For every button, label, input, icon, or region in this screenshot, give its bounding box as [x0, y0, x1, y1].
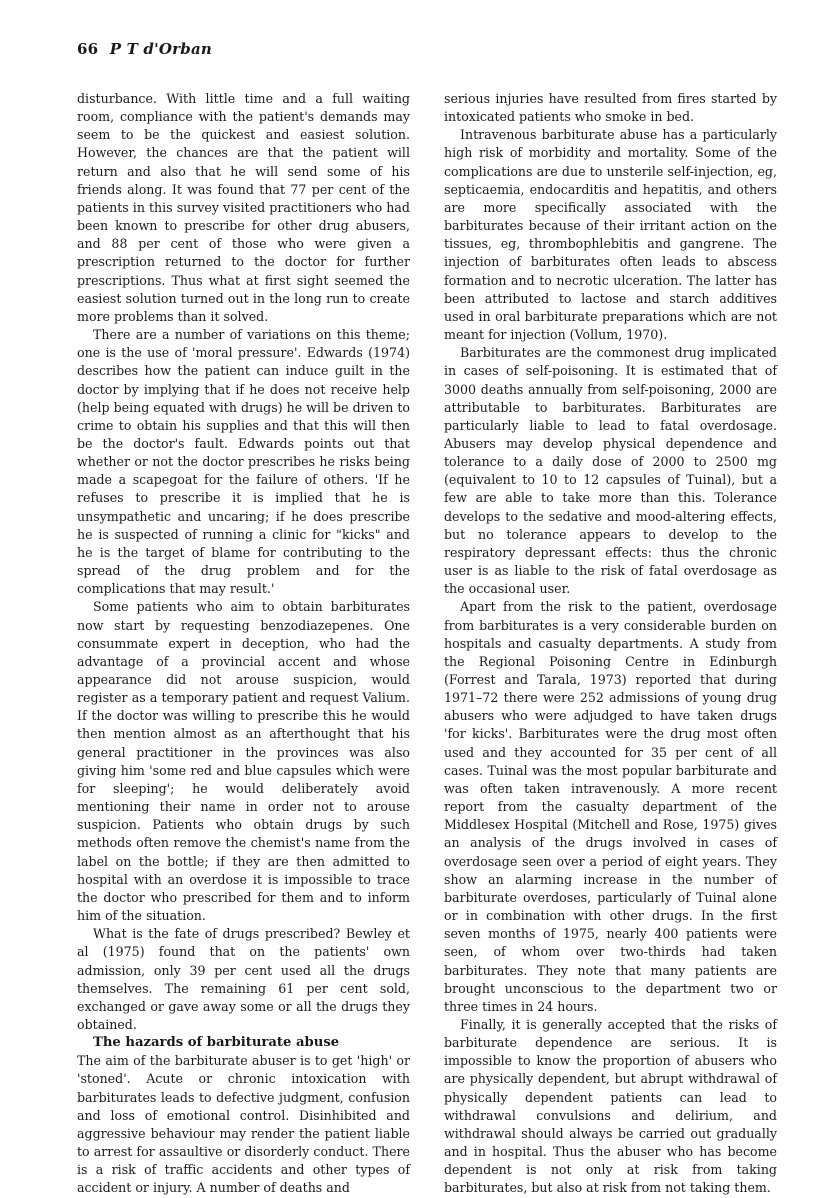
right-paragraph-4: Apart from the risk to the patient, overdosage from barbiturates is a very considerable burden on hospitals and casualty departments. A study from the Regional Poisoning Centre in Edinburgh (Forrest and Tarala, 1973) reported that during 1971–72 there were 252 admissions of young drug abusers who were adjudged to have taken drugs 'for kicks'. Barbiturates were the drug most often used and they accounted for 35 per cent of all cases. Tuinal was the most popular barbiturate and was often taken intravenously. A more recent report from the casualty department of the Middlesex Hospital (Mitchell and Rose, 1975) gives an analysis of the drugs involved in cases of overdosage seen over a period of eight years. They show an alarming increase in the number of barbiturate overdoses, particularly of Tuinal alone or in combination with other drugs. In the first seven months of 1975, nearly 400 patients were seen, of whom over two-thirds had taken barbiturates. They note that many patients are brought unconscious to the department two or three times in 24 hours. — [444, 599, 777, 1014]
right-paragraph-2: Intravenous barbiturate abuse has a particularly high risk of morbidity and mortality. Some of the complications are due to unsterile self-injection, eg, septicaemia, endocarditis and hepatitis, and others are more specifically associated with the barbiturates because of their irritant action on the tissues, eg, thrombophlebitis and gangrene. The injection of barbiturates often leads to abscess formation and to necrotic ulceration. The latter has been attributed to lactose and starch additives used in oral barbiturate preparations which are not meant for injection (Vollum, 1970). — [444, 127, 777, 343]
left-paragraph-4: What is the fate of drugs prescribed? Bewley et al (1975) found that on the patients' own admission, only 39 per cent used all the drugs themselves. The remaining 61 per cent sold, exchanged or gave away some or all the drugs they obtained. — [77, 926, 410, 1032]
right-paragraph-5: Finally, it is generally accepted that the risks of barbiturate dependence are serious. It is impossible to know the proportion of abusers who are physically dependent, but abrupt withdrawal of physically dependent patients can lead to withdrawal convulsions and delirium, and withdrawal should always be carried out gradually and in hospital. Thus the abuser who has become dependent is not only at risk from taking barbiturates, but also at risk from not taking them. — [444, 1016, 777, 1196]
section-paragraph: The aim of the barbiturate abuser is to get 'high' or 'stoned'. Acute or chronic intoxication with barbiturates leads to defective judgment, confusion and loss of emotional control. Disinhibited and aggressive behaviour may render the patient liable to arrest for assaultive or disorderly conduct. There is a risk of traffic accidents and other types of accident or injury. A number of deaths and — [77, 1053, 410, 1196]
left-paragraph-1: disturbance. With little time and a full waiting room, compliance with the patient's demands may seem to be the quickest and easiest solution. However, the chances are that the patient will return and also that he will send some of his friends along. It was found that 77 per cent of the patients in this survey visited practitioners who had been known to prescribe for other drug abusers, and 88 per cent of those who were given a prescription returned to the doctor for further prescriptions. Thus what at first sight seemed the easiest solution turned out in the long run to create more problems than it solved. — [77, 91, 410, 324]
right-paragraph-1: serious injuries have resulted from fires started by intoxicated patients who smoke in bed. — [444, 91, 777, 125]
page-number: 66 — [77, 40, 99, 58]
left-paragraph-2: There are a number of variations on this theme; one is the use of 'moral pressure'. Edwards (1974) describes how the patient can induce guilt in the doctor by implying that if he does not receive help (help being equated with drugs) he will be driven to crime to obtain his supplies and that this will then be the doctor's fault. Edwards points out that whether or not the doctor prescribes he risks being made a scapegoat for the failure of others. 'If he refuses to prescribe it is implied that he is unsympathetic and uncaring; if he does prescribe he is suspected of running a clinic for "kicks" and he is the target of blame for contributing to the spread of the drug problem and for the complications that may result.' — [77, 327, 411, 597]
running-header — [77, 40, 212, 58]
right-paragraph-3: Barbiturates are the commonest drug implicated in cases of self-poisoning. It is estimated that of 3000 deaths annually from self-poisoning, 2000 are attributable to barbiturates. Barbiturates are particularly liable to lead to fatal overdosage. Abusers may develop physical dependence and tolerance to a daily dose of 2000 to 2500 mg (equivalent to 10 to 12 capsules of Tuinal), but a few are able to take more than this. Tolerance develops to the sedative and mood-altering effects, but no tolerance appears to develop to the respiratory depressant effects: thus the chronic user is as liable to the risk of fatal overdosage as the occasional user. — [444, 345, 777, 597]
left-paragraph-3: Some patients who aim to obtain barbiturates now start by requesting benzodiazepenes. One consummate expert in deception, who had the advantage of a provincial accent and whose appearance did not arouse suspicion, would register as a temporary patient and request Valium. If the doctor was willing to prescribe this he would then mention almost as an afterthought that his general practitioner in the provinces was also giving him 'some red and blue capsules which were for sleeping'; he would deliberately avoid mentioning their name in order not to arouse suspicion. Patients who obtain drugs by such methods often remove the chemist's name from the label on the bottle; if they are then admitted to hospital with an overdose it is impossible to trace the doctor who prescribed for them and to inform him of the situation. — [77, 599, 410, 924]
running-author: P T d'Orban — [109, 40, 212, 58]
left-column — [77, 90, 410, 1198]
section-heading: The hazards of barbiturate abuse — [93, 1035, 340, 1051]
right-column — [444, 90, 777, 1198]
